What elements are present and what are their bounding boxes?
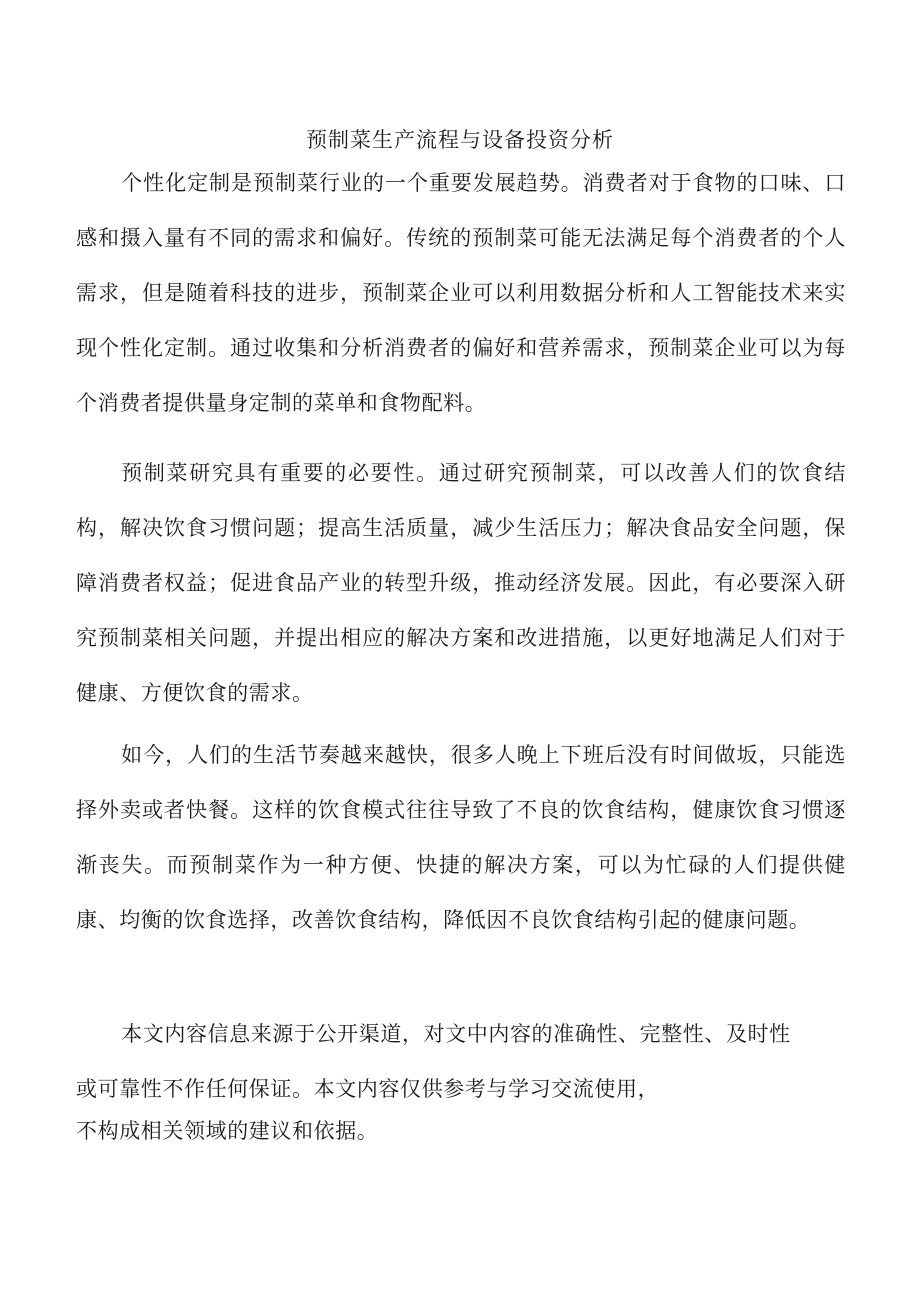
paragraph-personalization: 个性化定制是预制菜行业的一个重要发展趋势。消费者对于食物的口味、口感和摄入量有不同的需求和偏好。传统的预制菜可能无法满足每个消费者的个人需求，但是随着科技的进步，预制菜企业可以利用数据分析和人工智能技术来实现个性化定制。通过收集和分析消费者的偏好和营养需求，预制菜企业可以为每个消费者提供量身定制的菜单和食物配料。 xyxy=(76,171,846,415)
paragraph-fast-paced-life: 如今，人们的生活节奏越来越快，很多人晚上下班后没有时间做坂，只能选择外卖或者快餐。这样的饮食模式往往导致了不良的饮食结构，健康饮食习惯逐渐丧失。而预制菜作为一种方便、快捷的解决方案，可以为忙碌的人们提供健康、均衡的饮食选择，改善饮食结构，降低因不良饮食结构引起的健康问题。 xyxy=(76,743,846,932)
disclaimer-line-3: 不构成相关领域的建议和依据。 xyxy=(76,1119,379,1143)
disclaimer-line-1: 本文内容信息来源于公开渠道，对文中内容的准确性、完整性、及时性 xyxy=(121,1022,791,1046)
document-title: 预制菜生产流程与设备投资分析 xyxy=(306,128,614,152)
paragraph-research-necessity: 预制菜研究具有重要的必要性。通过研究预制菜，可以改善人们的饮食结构，解决饮食习惯问题；提高生活质量，减少生活压力；解决食品安全问题，保障消费者权益；促进食品产业的转型升级，推动经济发展。因此，有必要深入研究预制菜相关问题，并提出相应的解决方案和改进措施，以更好地满足人们对于健康、方便饮食的需求。 xyxy=(76,461,846,705)
disclaimer-line-2: 或可靠性不作任何保证。本文内容仅供参考与学习交流使用， xyxy=(76,1077,660,1101)
